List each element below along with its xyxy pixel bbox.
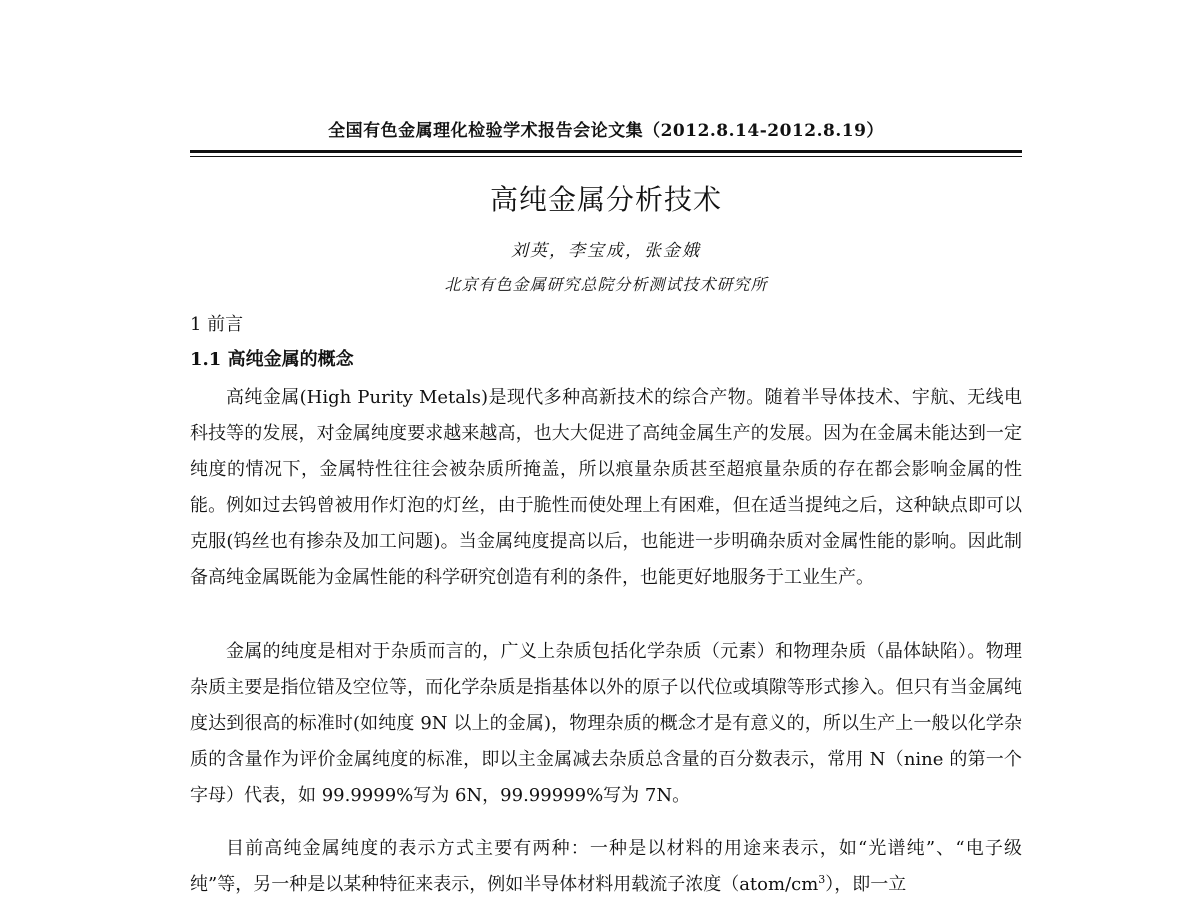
- section-heading-1: 1 前言: [190, 314, 244, 335]
- running-header: 全国有色金属理化检验学术报告会论文集（2012.8.14-2012.8.19）: [328, 121, 884, 141]
- paper-authors: 刘英，李宝成，张金娥: [511, 241, 701, 261]
- body-paragraph-3-text: 目前高纯金属纯度的表示方式主要有两种：一种是以材料的用途来表示，如“光谱纯”、“电子级纯”等，另一种是以某种特征来表示，例如半导体材料用载流子浓度（atom/cm: [190, 838, 1022, 895]
- header-rule-thin: [190, 156, 1022, 157]
- superscript-3: 3: [818, 873, 826, 886]
- body-paragraph-3-tail: ），即一立: [825, 874, 907, 895]
- body-paragraph-2: 金属的纯度是相对于杂质而言的，广义上杂质包括化学杂质（元素）和物理杂质（晶体缺陷）。物理杂质主要是指位错及空位等，而化学杂质是指基体以外的原子以代位或填隙等形式掺入。但只有当金属纯度达到很高的标准时(如纯度 9N 以上的金属)，物理杂质的概念才是有意义的，所以生产上一般以化学杂质的含量作为评价金属纯度的标准，即以主金属减去杂质总含量的百分数表示，常用 N（nine 的第一个字母）代表，如 99.9999%写为 6N，99.99999%写为 7N。: [190, 641, 1022, 806]
- paper-title: 高纯金属分析技术: [489, 183, 722, 216]
- body-paragraph-1: 高纯金属(High Purity Metals)是现代多种高新技术的综合产物。随着半导体技术、宇航、无线电科技等的发展，对金属纯度要求越来越高，也大大促进了高纯金属生产的发展。因为在金属未能达到一定纯度的情况下，金属特性往往会被杂质所掩盖，所以痕量杂质甚至超痕量杂质的存在都会影响金属的性能。例如过去钨曾被用作灯泡的灯丝，由于脆性而使处理上有困难，但在适当提纯之后，这种缺点即可以克服(钨丝也有掺杂及加工问题)。当金属纯度提高以后，也能进一步明确杂质对金属性能的影响。因此制备高纯金属既能为金属性能的科学研究创造有利的条件，也能更好地服务于工业生产。: [190, 387, 1022, 588]
- paper-affiliation: 北京有色金属研究总院分析测试技术研究所: [444, 275, 768, 294]
- section-heading-1-1: 1.1 高纯金属的概念: [190, 349, 354, 370]
- body-paragraph-3: [190, 831, 1022, 903]
- header-rule-thick: [190, 150, 1022, 153]
